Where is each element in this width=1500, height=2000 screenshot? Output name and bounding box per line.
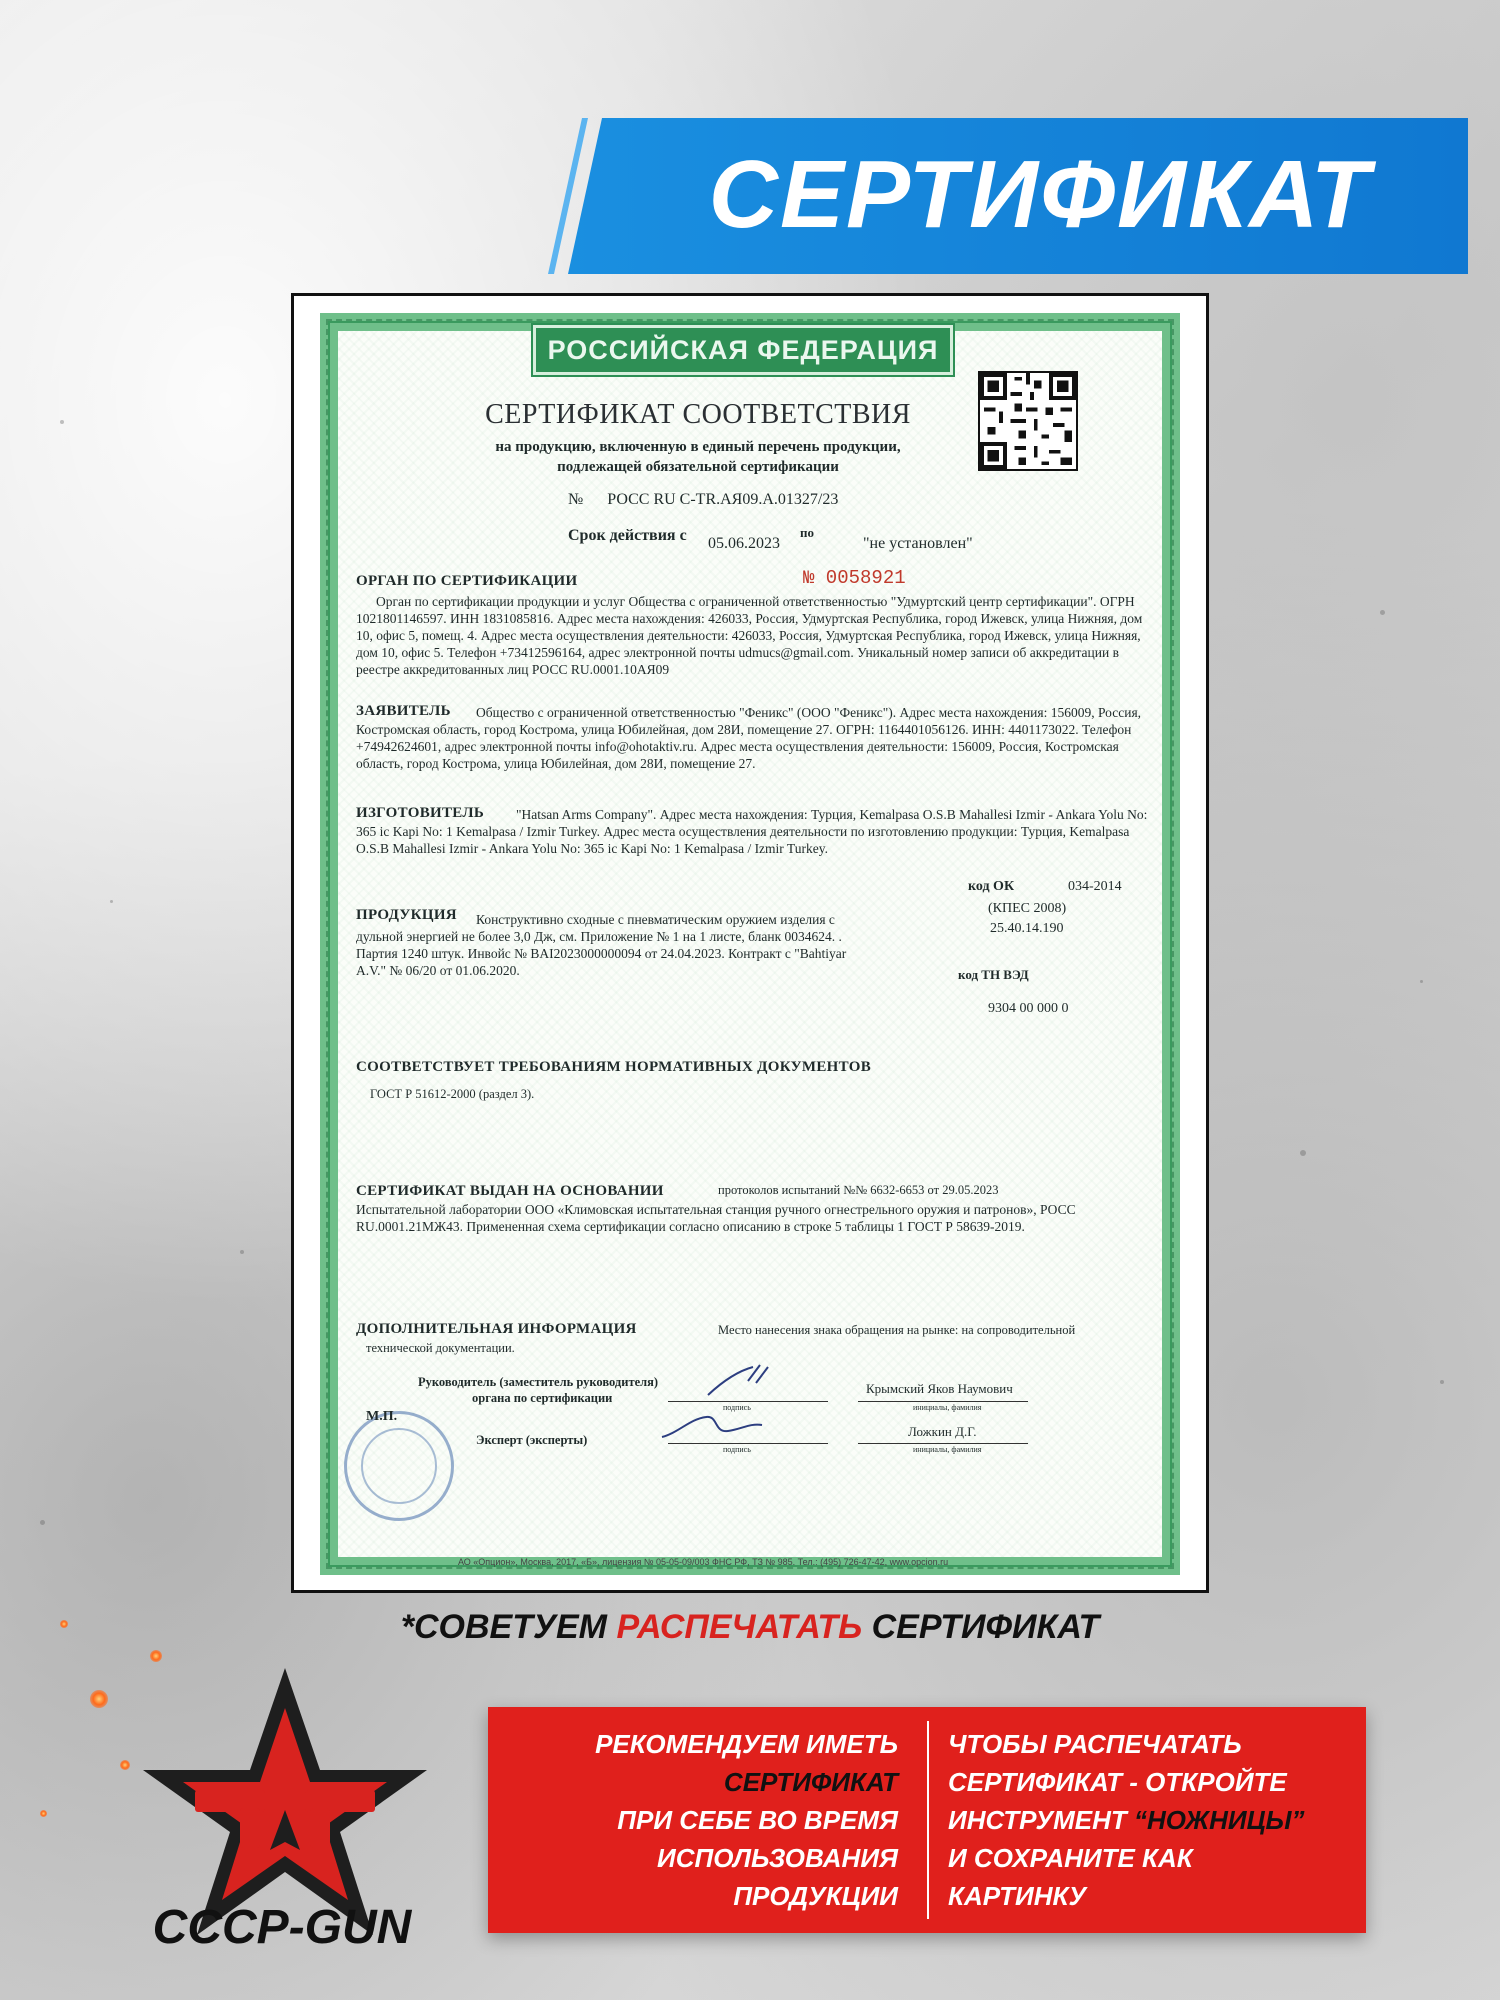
expert-signature-icon [658,1409,768,1443]
print-tip [0,1608,1500,1647]
expert-name-line [858,1443,1028,1444]
logo-text: СССР-GUN [152,1901,412,1954]
expert-signature-line [668,1443,828,1444]
conforms-heading: СООТВЕТСТВУЕТ ТРЕБОВАНИЯМ НОРМАТИВНЫХ ДОКУМЕНТОВ [356,1059,872,1075]
additional-first-line: Место нанесения знака обращения на рынке: на сопроводительной [718,1323,1076,1337]
basis-heading: СЕРТИФИКАТ ВЫДАН НА ОСНОВАНИИ [356,1183,664,1199]
ok-code: 034-2014 [1068,879,1122,894]
valid-from: 05.06.2023 [708,535,780,552]
banner-title: СЕРТИФИКАТ [708,141,1372,248]
head-name-line [858,1401,1028,1402]
manufacturer-text: "Hatsan Arms Company". Адрес места нахождения: Турция, Kemalpasa O.S.B Mahallesi Izmir - Ankara Yolu No: 365 ic Kapi No: 1 Kemalpasa / Izmir Turkey. Адрес места осуществления деятельности по изготовлению продукции: Турция, Kemalpasa O.S.B Mahallesi Izmir - Ankara Yolu No: 365 ic Kapi No: 1 Kemalpasa / Izmir Turkey. [356,807,1148,856]
info-right-line-3-b: “НОЖНИЦЫ” [1134,1805,1305,1835]
info-right-line-5: КАРТИНКУ [948,1881,1087,1911]
mp-label: М.П. [366,1409,398,1424]
stamp-seal-icon [344,1411,454,1521]
info-left-line-1: РЕКОМЕНДУЕМ ИМЕТЬ [595,1729,898,1759]
certificate-number-row [568,491,838,509]
expert-signature-caption: подпись [723,1445,751,1454]
info-right-column [948,1725,1358,1915]
subtitle-line-2: подлежащей обязательной сертификации [557,459,839,475]
expert-name-caption: инициалы, фамилия [913,1445,982,1454]
print-footer: АО «Опцион», Москва, 2017, «Б», лицензия № 05-05-09/003 ФНС РФ, ТЗ № 985. Тел.: (495) 726-47-42, www.opcion.ru [458,1557,949,1567]
blank-number: № 0058921 [803,567,906,589]
additional-heading: ДОПОЛНИТЕЛЬНАЯ ИНФОРМАЦИЯ [356,1321,637,1337]
info-left-column [498,1725,898,1915]
print-tip-suffix: СЕРТИФИКАТ [862,1608,1100,1646]
head-signature-line [668,1401,828,1402]
product-heading: ПРОДУКЦИЯ [356,907,457,923]
info-right-line-3-a: ИНСТРУМЕНТ [948,1805,1134,1835]
certificate-document [320,313,1180,1575]
ok-code-label: код ОК [968,879,1015,894]
info-right-line-2: СЕРТИФИКАТ - ОТКРОЙТЕ [948,1767,1287,1797]
applicant-heading: ЗАЯВИТЕЛЬ [356,703,451,719]
validity-label: Срок действия с [568,527,687,544]
head-name: Крымский Яков Наумович [866,1381,1013,1396]
expert-label: Эксперт (эксперты) [476,1433,588,1447]
kpes-label: (КПЕС 2008) [988,901,1067,916]
number-label: № [568,491,584,508]
print-tip-prefix: *СОВЕТУЕМ [400,1608,617,1646]
kpes-code: 25.40.14.190 [990,921,1064,936]
head-name-caption: инициалы, фамилия [913,1403,982,1412]
manufacturer-heading: ИЗГОТОВИТЕЛЬ [356,805,485,821]
info-divider [927,1721,929,1919]
product-text: Конструктивно сходные с пневматическим оружием изделия с дульной энергией не более 3,0 Дж, см. Приложение № 1 на 1 листе, бланк 0034624. . Партия 1240 штук. Инвойс № BAI2023000000094 от 24.04.2023. Контракт с "Bahtiyar A.V." № 06/20 от 01.06.2020. [356,912,847,978]
conforms-text: ГОСТ Р 51612-2000 (раздел 3). [370,1087,535,1101]
applicant-text: Общество с ограниченной ответственностью "Феникс" (ООО "Феникс"). Адрес места нахождения: 156009, Россия, Костромская область, город Кострома, улица Юбилейная, дом 28И, помещение 27. ОГРН: 1164401056126. ИНН: 4401173022. Телефон +74942624601, адрес электронной почты info@ohotaktiv.ru. Адрес места осуществления деятельности: 156009, Россия, Костромская область, город Кострома, улица Юбилейная, дом 28И, помещение 27. [356,705,1142,771]
additional-text: технической документации. [366,1341,515,1355]
head-label-line-1: Руководитель (заместитель руководителя) [418,1375,659,1389]
expert-name: Ложкин Д.Г. [908,1424,977,1439]
organ-heading: ОРГАН ПО СЕРТИФИКАЦИИ [356,573,578,589]
info-right-line-1: ЧТОБЫ РАСПЕЧАТАТЬ [948,1729,1242,1759]
subtitle-line-1: на продукцию, включенную в единый перечень продукции, [495,439,901,455]
certificate-title: СЕРТИФИКАТ СООТВЕТСТВИЯ [485,399,911,430]
info-left-line-5: ПРОДУКЦИИ [733,1881,898,1911]
info-left-line-3: ПРИ СЕБЕ ВО ВРЕМЯ [617,1805,898,1835]
info-left-line-4: ИСПОЛЬЗОВАНИЯ [657,1843,898,1873]
info-right-line-3 [948,1801,1358,1839]
head-label-line-2: органа по сертификации [472,1391,613,1405]
validity-to-label: по [800,525,814,540]
info-left-line-2: СЕРТИФИКАТ [723,1767,898,1797]
certificate-frame [291,293,1209,1593]
info-panel [488,1707,1366,1933]
head-signature-icon [698,1361,788,1401]
valid-to: "не установлен" [863,535,973,552]
certificate-subtitle [438,437,958,477]
qr-code-icon [978,371,1078,471]
basis-first-line: протоколов испытаний №№ 6632-6653 от 29.05.2023 [718,1183,999,1197]
organ-text: Орган по сертификации продукции и услуг Общества с ограниченной ответственностью "Удмуртский центр сертификации". ОГРН 1021801146597. ИНН 1831085816. Адрес места нахождения: 426033, Россия, Удмуртская Республика, город Ижевск, улица Нижняя, дом 10, офис 5, помещ. 4. Адрес места осуществления деятельности: 426033, Россия, Удмуртская Республика, город Ижевск, улица Нижняя, дом 10, офис 5. Телефон +73412596164, адрес электронной почты udmucs@gmail.com. Уникальный номер записи об аккредитации в реестре аккредитованных лиц РОСС RU.0001.10АЯ09 [356,594,1143,677]
certificate-number: РОСС RU C-TR.АЯ09.А.01327/23 [607,491,839,508]
info-right-line-4: И СОХРАНИТЕ КАК [948,1843,1193,1873]
country-badge: РОССИЙСКАЯ ФЕДЕРАЦИЯ [533,325,953,375]
print-tip-highlight: РАСПЕЧАТАТЬ [616,1608,863,1646]
tnved-label: код ТН ВЭД [958,967,1029,982]
tnved-code: 9304 00 000 0 [988,1001,1069,1016]
head-signature-caption: подпись [723,1403,751,1412]
basis-text: Испытательной лаборатории ООО «Климовская испытательная станция ручного огнестрельного оружия и патронов», РОСС RU.0001.21МЖ43. Примененная схема сертификации согласно описанию в строке 5 таблицы 1 ГОСТ Р 58639-2019. [356,1202,1076,1234]
